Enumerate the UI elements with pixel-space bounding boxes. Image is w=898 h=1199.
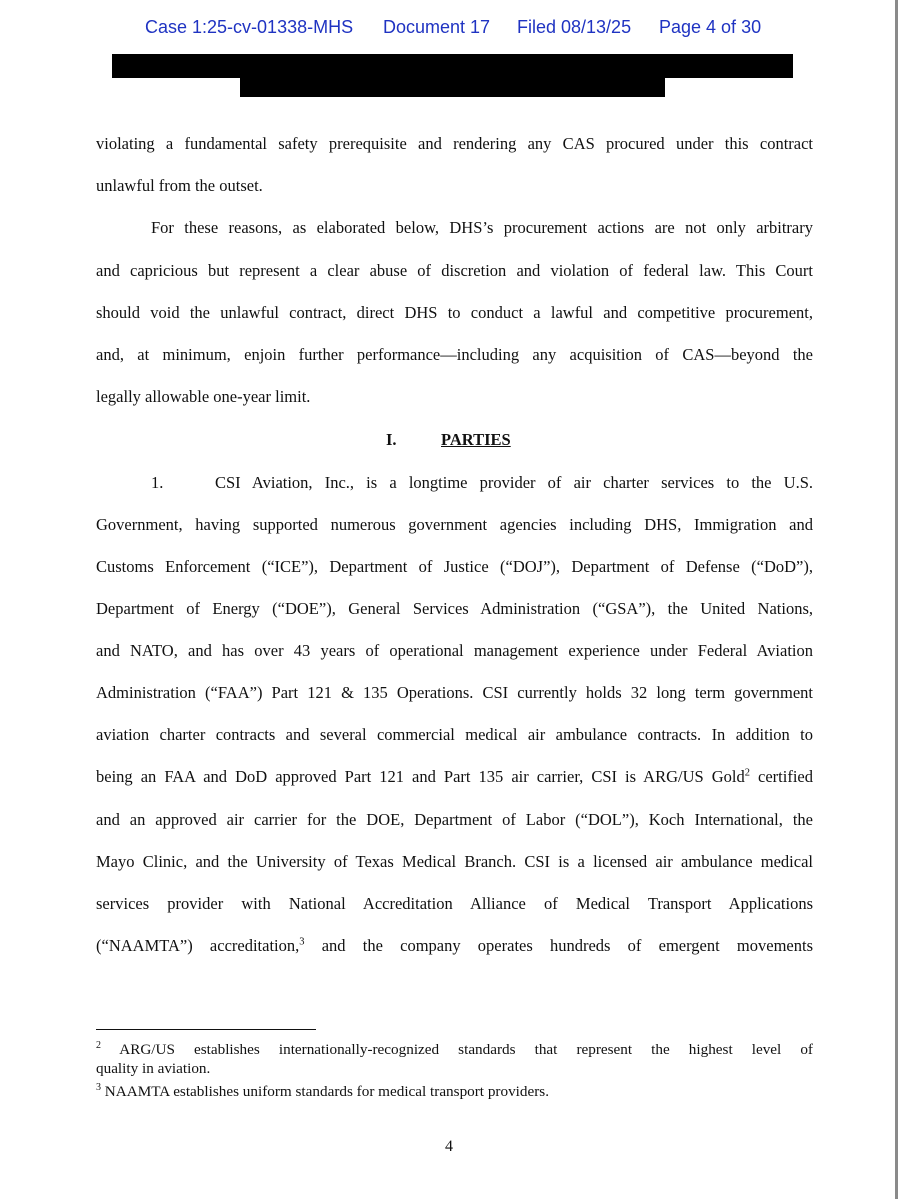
- body-line: services provider with National Accreditation Alliance of Medical Transport Applications: [96, 894, 813, 913]
- body-line: For these reasons, as elaborated below, DHS’s procurement actions are not only arbitrary: [151, 218, 813, 237]
- body-line: should void the unlawful contract, direct DHS to conduct a lawful and competitive procurement,: [96, 303, 813, 322]
- line-text: being an FAA and DoD approved Part 121 and Part 135 air carrier, CSI is ARG/US Gold: [96, 767, 745, 786]
- body-line: aviation charter contracts and several commercial medical air ambulance contracts. In addition to: [96, 725, 813, 744]
- body-line: Customs Enforcement (“ICE”), Department of Justice (“DOJ”), Department of Defense (“DoD”),: [96, 557, 813, 576]
- body-line: and, at minimum, enjoin further performance—including any acquisition of CAS—beyond the: [96, 345, 813, 364]
- body-line: legally allowable one-year limit.: [96, 387, 311, 406]
- header-filed-date: Filed 08/13/25: [517, 17, 632, 37]
- footnote-text: ARG/US establishes internationally-recognized standards that represent the highest level of: [119, 1041, 813, 1058]
- body-line: unlawful from the outset.: [96, 176, 263, 195]
- redaction-bar: [240, 76, 665, 97]
- footnote-2-cont: quality in aviation.: [96, 1060, 211, 1077]
- redaction-bar: [112, 54, 793, 78]
- body-line: [96, 767, 813, 787]
- body-line: Department of Energy (“DOE”), General Services Administration (“GSA”), the United Nations,: [96, 599, 813, 618]
- header-page-count: Page 4 of 30: [659, 17, 762, 37]
- line-text: certified: [749, 767, 813, 786]
- line-text: (“NAAMTA”) accreditation,: [96, 936, 300, 955]
- footnote-divider: [96, 1029, 316, 1030]
- footnote-2: [96, 1041, 813, 1059]
- body-line: Mayo Clinic, and the University of Texas Medical Branch. CSI is a licensed air ambulance medical: [96, 852, 813, 871]
- footnote-text: NAAMTA establishes uniform standards for medical transport providers.: [104, 1083, 549, 1100]
- body-line: and an approved air carrier for the DOE, Department of Labor (“DOL”), Koch International, the: [96, 810, 813, 829]
- body-line: and capricious but represent a clear abuse of discretion and violation of federal law. This Court: [96, 261, 813, 280]
- footnote-marker: 2: [96, 1039, 101, 1051]
- line-text: and the company operates hundreds of emergent movements: [304, 936, 813, 955]
- footnote-ref[interactable]: 3: [299, 936, 305, 948]
- footnote-3: [96, 1083, 813, 1101]
- body-line: Administration (“FAA”) Part 121 & 135 Operations. CSI currently holds 32 long term government: [96, 683, 813, 702]
- footnote-marker: 3: [96, 1081, 101, 1093]
- section-number: I.: [386, 430, 397, 449]
- body-line: CSI Aviation, Inc., is a longtime provider of air charter services to the U.S.: [215, 473, 813, 492]
- section-title: PARTIES: [441, 430, 511, 449]
- body-line: and NATO, and has over 43 years of operational management experience under Federal Aviation: [96, 641, 813, 660]
- body-line: Government, having supported numerous government agencies including DHS, Immigration and: [96, 515, 813, 534]
- header-case-number: Case 1:25-cv-01338-MHS: [145, 17, 354, 37]
- ecf-header: [0, 17, 898, 41]
- header-document-number: Document 17: [383, 17, 491, 37]
- footnote-ref[interactable]: 2: [744, 767, 750, 779]
- body-line: violating a fundamental safety prerequisite and rendering any CAS procured under this contract: [96, 134, 813, 153]
- paragraph-number: 1.: [151, 473, 164, 492]
- page-number: 4: [445, 1138, 453, 1155]
- body-line: [96, 936, 813, 956]
